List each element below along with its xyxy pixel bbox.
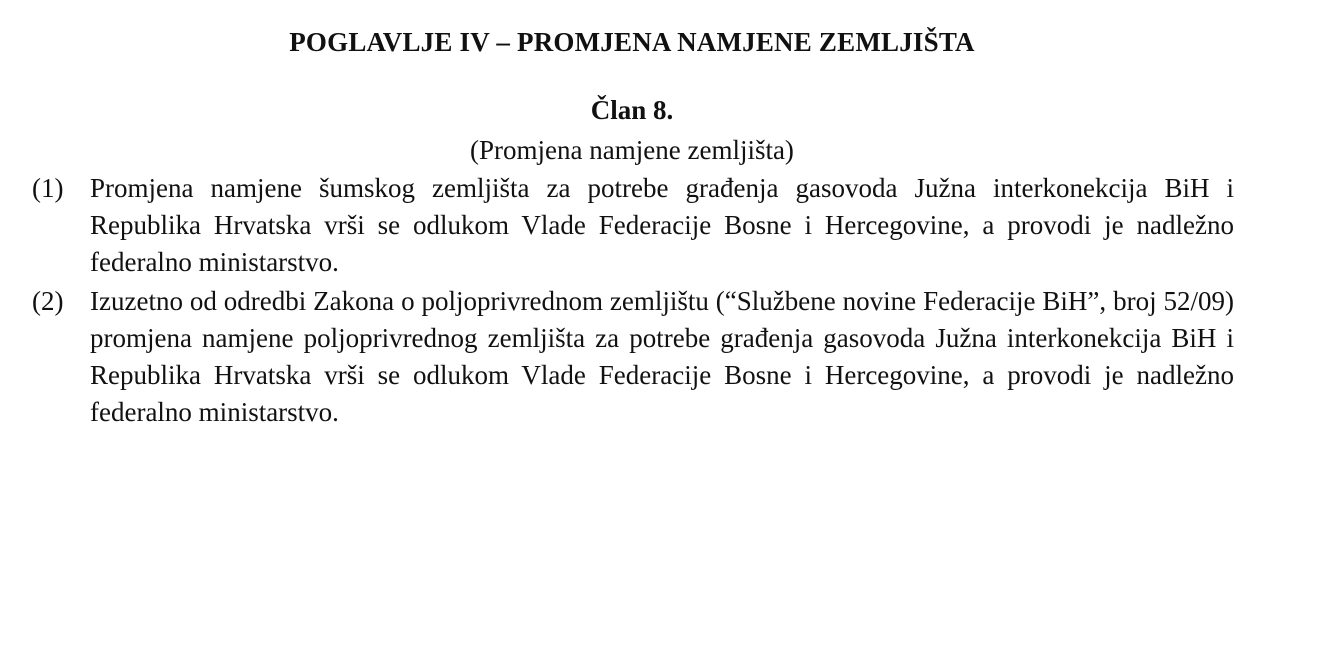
paragraph-2 [32, 283, 1234, 431]
chapter-heading: POGLAVLJE IV – PROMJENA NAMJENE ZEMLJIŠTA [289, 27, 975, 57]
article-subtitle: (Promjena namjene zemljišta) [470, 135, 794, 165]
paragraph-number: (1) [32, 173, 64, 203]
paragraph-1 [32, 170, 1234, 281]
paragraph-text: Promjena namjene šumskog zemljišta za potrebe građenja gasovoda Južna interkonekcija BiH i Republika Hrvatska vrši se odlukom Vlade Federacije Bosne i Hercegovine, a provodi je nadležno federalno ministarstvo. [90, 173, 1234, 277]
paragraph-text: Izuzetno od odredbi Zakona o poljoprivrednom zemljištu (“Službene novine Federacije BiH”, broj 52/09) promjena namjene poljoprivrednog zemljišta za potrebe građenja gasovoda Južna interkonekcija BiH i Republika Hrvatska vrši se odlukom Vlade Federacije Bosne i Hercegovine, a provodi je nadležno federalno ministarstvo. [90, 286, 1234, 427]
paragraph-number: (2) [32, 286, 64, 316]
article-number: Član 8. [590, 95, 674, 125]
